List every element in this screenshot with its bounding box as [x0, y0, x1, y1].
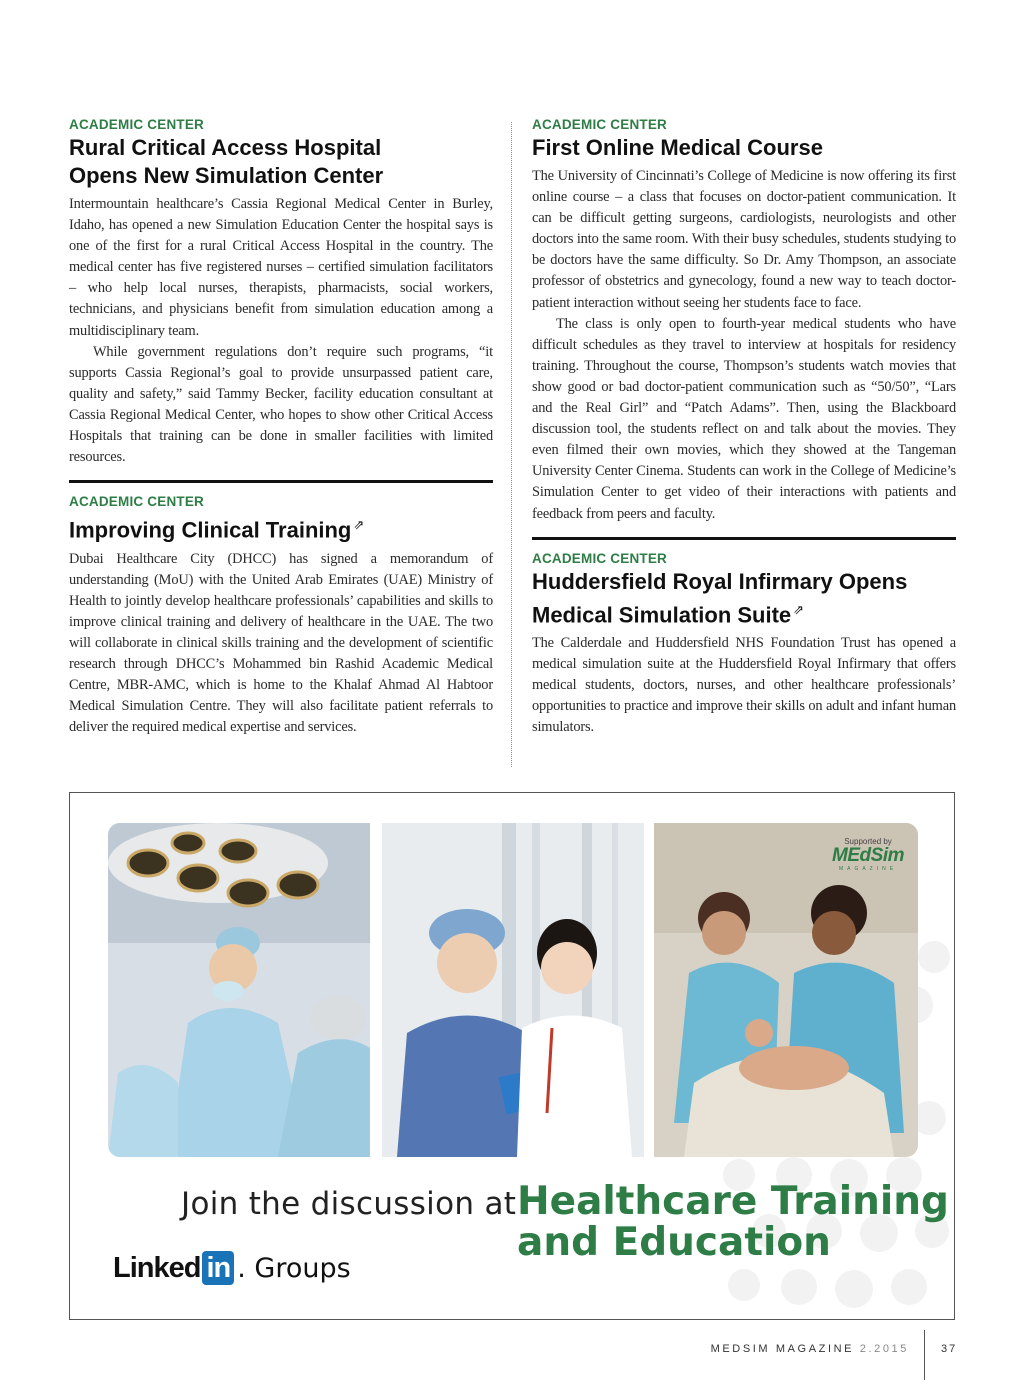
medsim-logo-subtitle: MAGAZINE — [838, 866, 898, 872]
linkedin-wordmark: Linked — [113, 1251, 201, 1284]
paragraph: The class is only open to fourth-year medical students who have difficult schedules as they travel to interview at hospitals for residency training. Throughout the course, Thompson’s students watch movies that show good or bad doctor-patient communication such as “50/50”, “Lars and the Real Girl” and “Patch Adams”. Then, using the Blackboard discussion tool, the students reflect on and talk about the movies. They even filmed their own movies, which they showed at the Tangeman University Center Cinema. Students can work in the College of Medicine’s Simulation Center to get video of their interactions with patients and feedback from peers and faculty. — [532, 315, 956, 522]
heading-line[interactable]: and Education — [517, 1220, 831, 1265]
surgery-photo — [108, 823, 370, 1157]
heading-line[interactable]: Healthcare Training — [517, 1179, 949, 1224]
section-rule — [69, 480, 493, 483]
article-kicker: ACADEMIC CENTER — [532, 550, 668, 566]
section-rule — [532, 537, 956, 540]
title-line: Opens New Simulation Center — [69, 163, 384, 188]
external-link-icon[interactable]: ⇗ — [793, 601, 805, 617]
article-title[interactable] — [69, 511, 493, 544]
article-body — [69, 194, 493, 468]
join-discussion-text: Join the discussion at — [181, 1186, 517, 1222]
paragraph: Intermountain healthcare’s Cassia Regional Medical Center in Burley, Idaho, has opened a new Simulation Education Center the hospital says is one of the first for a rural Critical Access Hospital in the country. The medical center has five registered nurses – certified simulation facilitators – who help local nurses, therapists, pharmacists, social workers, technicians, and physicians benefit from simulation education among a multidisciplinary team. — [69, 196, 493, 339]
title-line: Rural Critical Access Hospital — [69, 135, 382, 160]
article-clinical-training — [69, 493, 493, 738]
linkedin-groups-logo[interactable] — [113, 1251, 351, 1285]
article-title: First Online Medical Course — [532, 135, 823, 160]
external-link-icon[interactable]: ⇗ — [353, 517, 365, 533]
article-title[interactable] — [532, 568, 956, 629]
linkedin-group-ad[interactable] — [69, 792, 955, 1320]
article-huddersfield — [532, 550, 956, 739]
article-body — [69, 549, 493, 739]
page-number: 37 — [941, 1343, 958, 1355]
article-body — [532, 633, 956, 738]
clinicians-photo — [382, 823, 644, 1157]
medsim-logo: MEdSim — [832, 845, 904, 866]
magazine-name: MEDSIM MAGAZINE — [710, 1343, 855, 1355]
group-name-heading[interactable] — [517, 1181, 949, 1263]
left-column — [69, 116, 493, 738]
sponsor-badge — [832, 837, 904, 872]
article-kicker: ACADEMIC CENTER — [69, 117, 205, 132]
article-rural-hospital — [69, 116, 493, 468]
paragraph: The University of Cincinnati’s College of Medicine is now offering its first online course – a class that focuses on doctor-patient communication. It can be difficult getting surgeons, cardiologists, neurologists and other doctors into the same room. With their busy schedules, students studying to be doctors have the same difficulty. So Dr. Amy Thompson, an associate professor of obstetrics and gynecology, found a new way to teach doctor-patient interaction without seeing her students face to face. — [532, 168, 956, 311]
paragraph: While government regulations don’t require such programs, “it supports Cassia Regional’s goal to provide unsurpassed patient care, quality and safety,” said Tammy Becker, facility education consultant at Cassia Regional Medical Center, who hopes to show other Critical Access Hospitals that training can be done in smaller facilities with limited resources. — [69, 343, 493, 466]
footer-divider — [924, 1330, 925, 1380]
issue-number: 2.2015 — [859, 1343, 909, 1355]
title-text[interactable]: Improving Clinical Training — [69, 517, 352, 543]
column-divider — [511, 122, 512, 767]
title-line[interactable]: Medical Simulation Suite — [532, 601, 792, 627]
article-body — [532, 166, 956, 525]
footer-publication — [711, 1343, 909, 1355]
paragraph: Dubai Healthcare City (DHCC) has signed a memorandum of understanding (MoU) with the United Arab Emirates (UAE) Ministry of Health to jointly develop healthcare professionals’ capabilities and skills to improve clinical training and delivery of healthcare in the UAE. The two will collaborate in clinical skills training and the development of scientific research through DHCC’s Mohammed bin Rashid Academic Medical Centre, MBR-AMC, which is home to the Khalaf Ahmad Al Habtoor Medical Simulation Centre. They will also facilitate patient referrals to deliver the required medical expertise and services. — [69, 550, 493, 736]
article-kicker: ACADEMIC CENTER — [69, 494, 205, 510]
supported-by-label: Supported by — [844, 837, 892, 846]
article-kicker: ACADEMIC CENTER — [532, 117, 668, 132]
article-online-course — [532, 116, 956, 525]
groups-label: . Groups — [237, 1252, 351, 1284]
paragraph: The Calderdale and Huddersfield NHS Foundation Trust has opened a medical simulation suite at the Huddersfield Royal Infirmary that offers medical students, doctors, nurses, and other healthcare professionals’ opportunities to practice and improve their skills on adult and infant human simulators. — [532, 634, 956, 736]
linkedin-in-icon: in — [202, 1251, 234, 1285]
right-column — [532, 116, 956, 738]
title-line[interactable]: Huddersfield Royal Infirmary Opens — [532, 568, 908, 594]
simulation-photo — [654, 823, 918, 1157]
article-title — [69, 134, 493, 190]
